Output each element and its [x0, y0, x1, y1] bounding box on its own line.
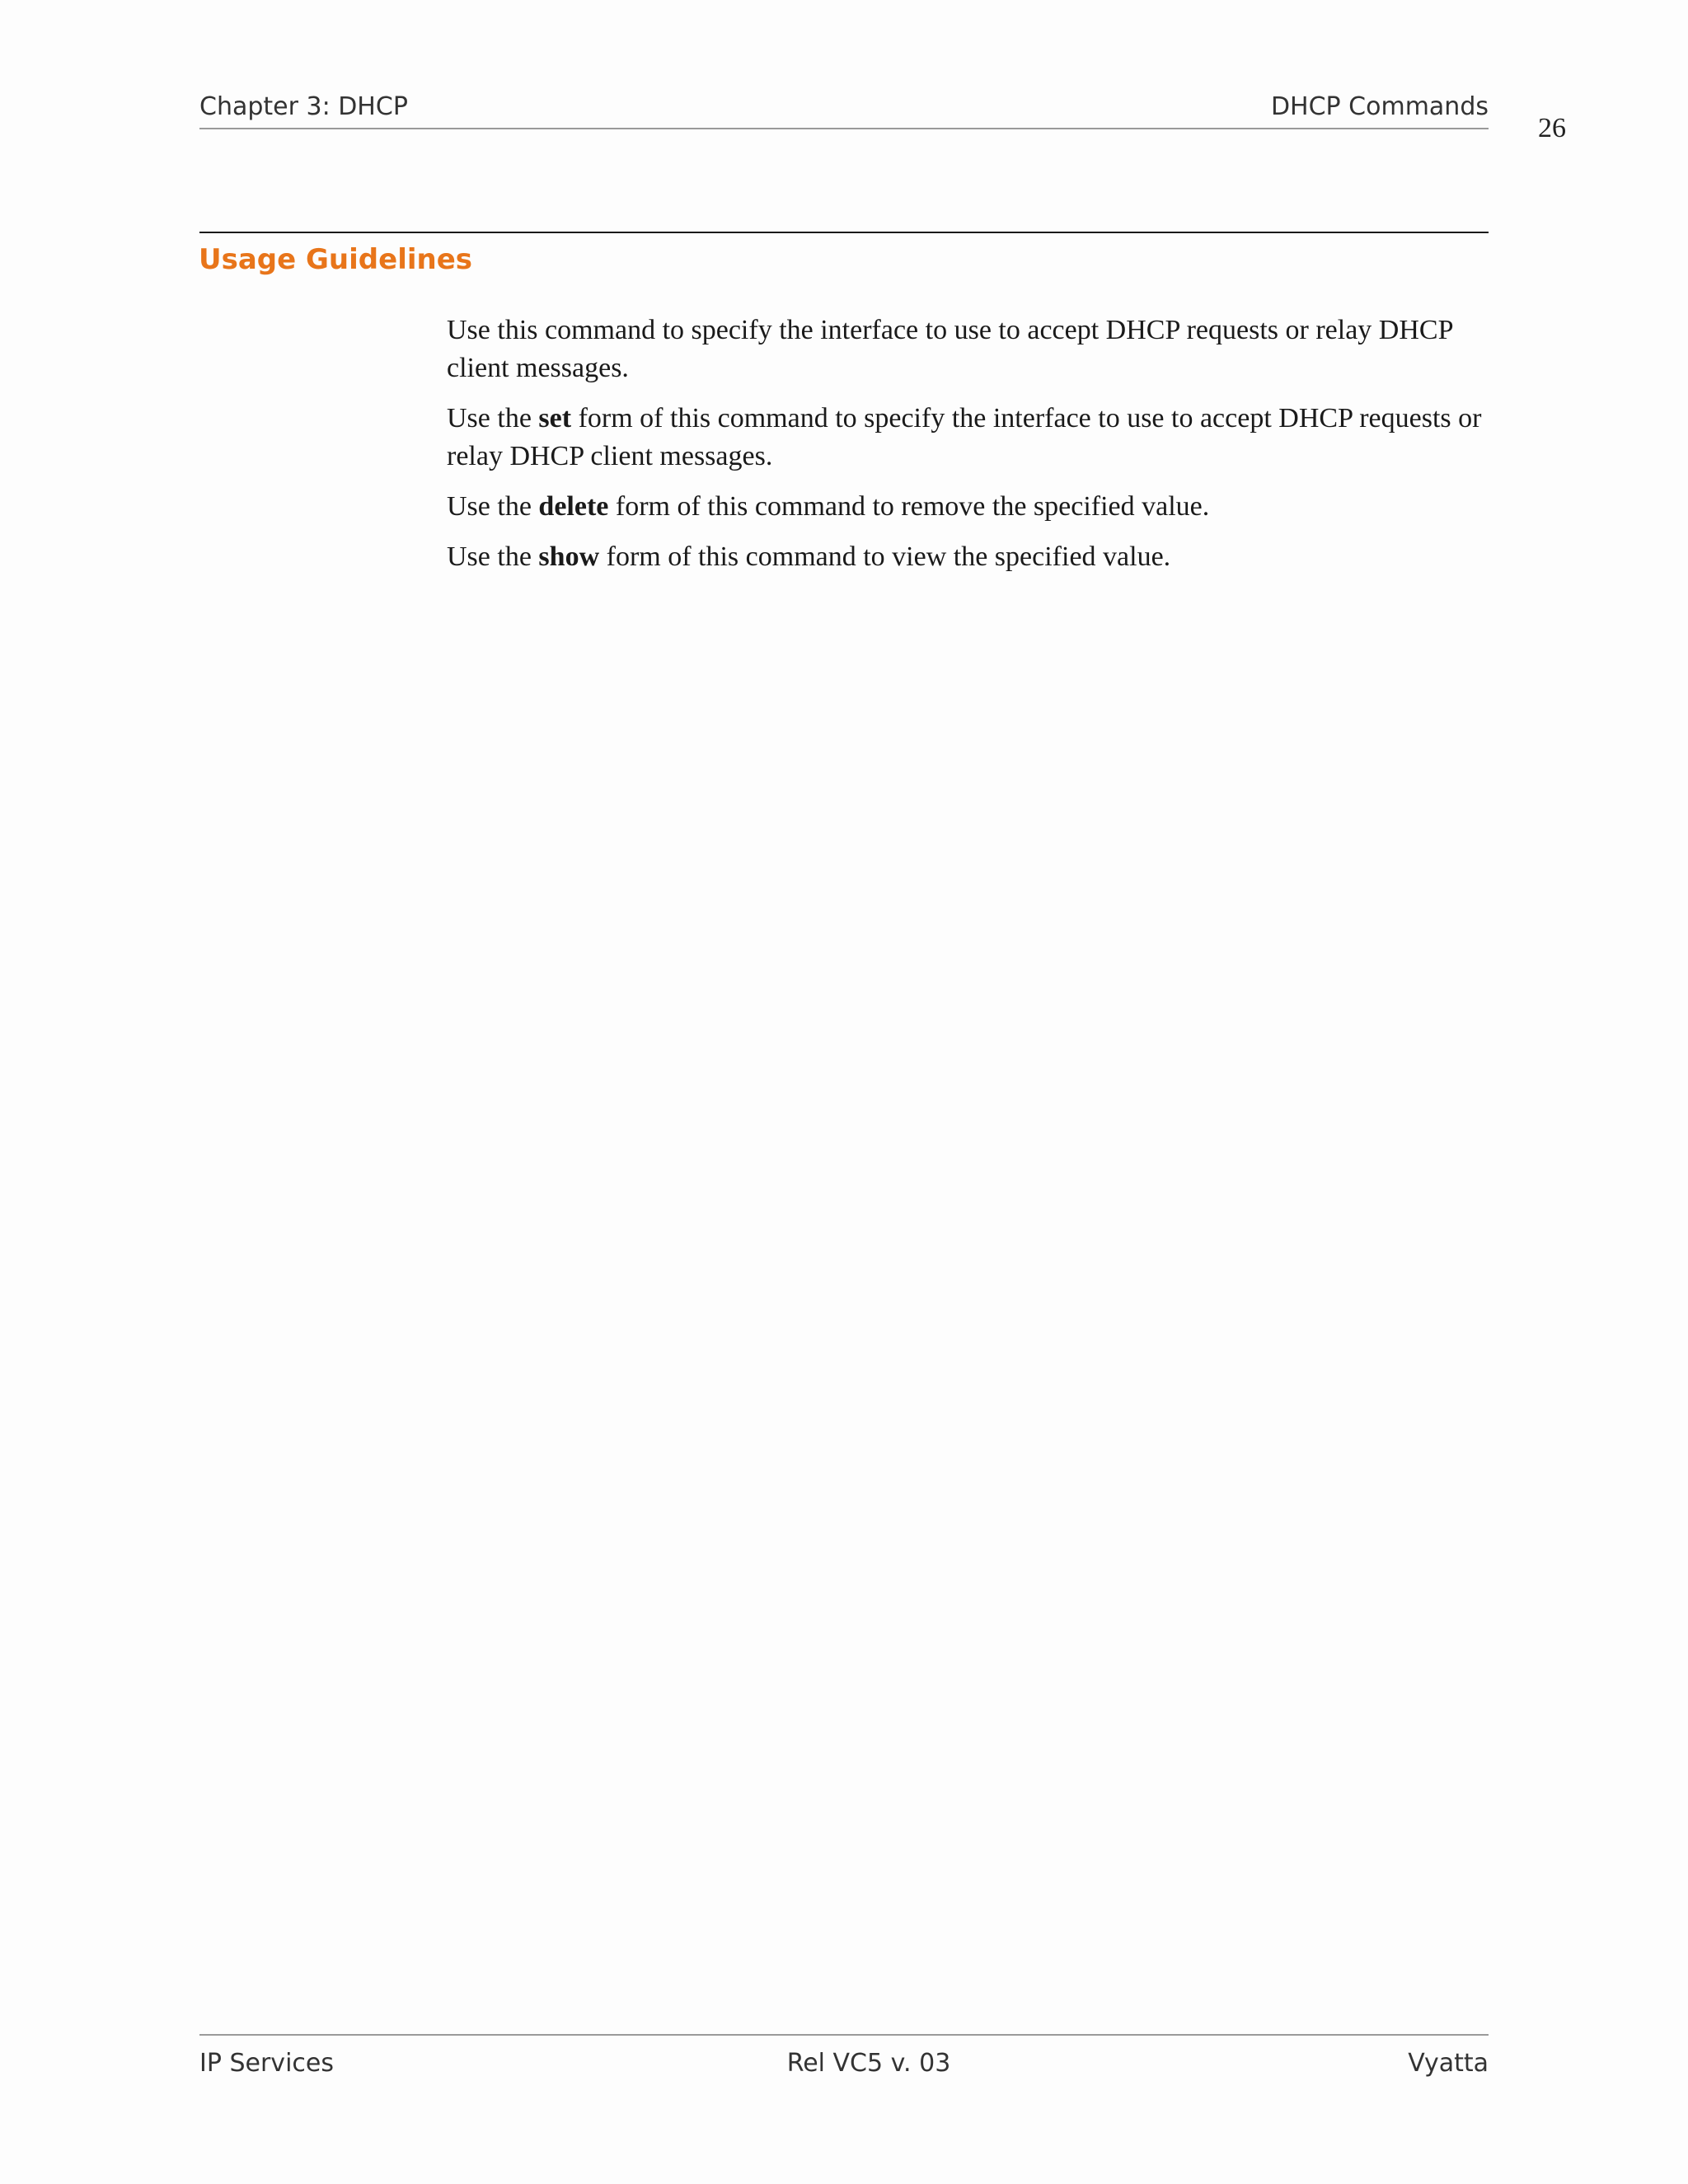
paragraph	[447, 488, 1493, 526]
paragraph-text: form of this command to view the specified value.	[599, 541, 1171, 572]
paragraph-text: Use this command to specify the interface to use to accept DHCP requests or relay DHCP client messages.	[447, 315, 1453, 383]
paragraph-text: Use the	[447, 491, 539, 522]
paragraph	[447, 538, 1493, 576]
paragraph-text: Use the	[447, 403, 539, 434]
paragraph-text: Use the	[447, 541, 539, 572]
header-divider	[199, 128, 1489, 129]
command-keyword-set: set	[538, 403, 572, 434]
usage-guidelines-body	[447, 312, 1493, 588]
section-title: Usage Guidelines	[199, 243, 472, 276]
paragraph-text: form of this command to specify the interface to use to accept DHCP requests or relay DHCP client messages.	[447, 403, 1482, 471]
footer-divider	[199, 2034, 1489, 2036]
paragraph	[447, 400, 1493, 476]
footer-company: Vyatta	[1408, 2049, 1489, 2078]
section-divider	[199, 232, 1489, 233]
command-keyword-delete: delete	[538, 491, 609, 522]
command-keyword-show: show	[538, 541, 600, 572]
footer-product: IP Services	[199, 2049, 334, 2078]
header-chapter: Chapter 3: DHCP	[199, 92, 408, 121]
page-number: 26	[1538, 113, 1566, 143]
paragraph	[447, 312, 1493, 387]
footer-release: Rel VC5 v. 03	[786, 2049, 951, 2078]
paragraph-text: form of this command to remove the specified value.	[608, 491, 1210, 522]
header-section: DHCP Commands	[1270, 92, 1489, 121]
